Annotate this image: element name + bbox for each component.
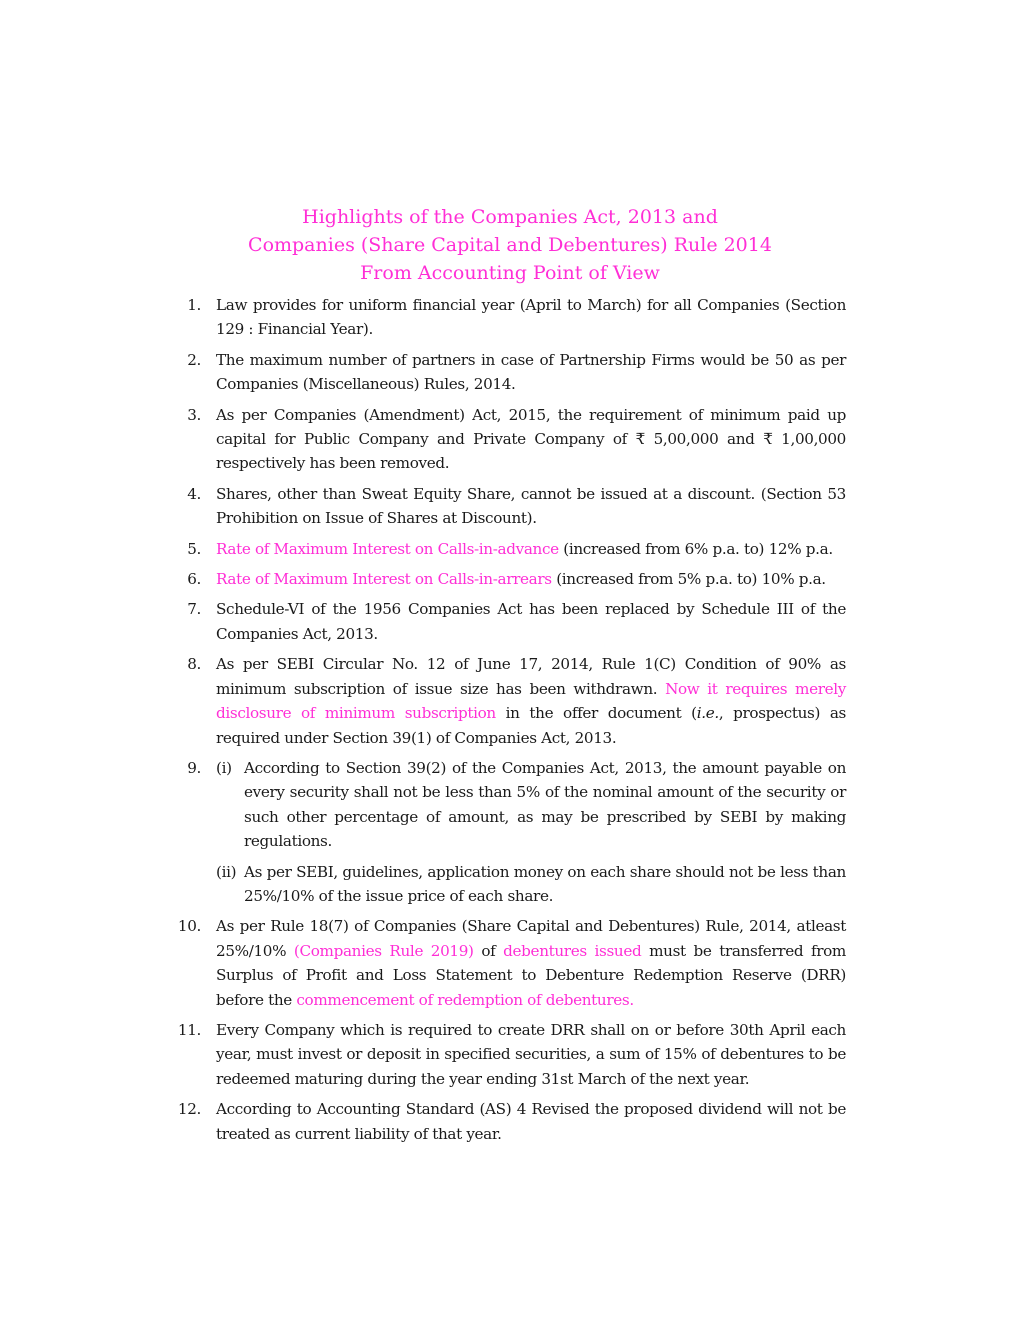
title-line-1: Highlights of the Companies Act, 2013 and	[302, 206, 718, 228]
item-number: 3.	[187, 405, 201, 424]
sub-item-ii	[216, 860, 846, 909]
item-number: 11.	[177, 1020, 201, 1039]
item-text: , prospectus) as required under Section 39(1) of Companies Act, 2013.	[216, 704, 846, 747]
item-text: Every Company which is required to create DRR shall on or before 30th April each year, must invest or deposit in specified securities, a sum of 15% of debentures to be redeemed maturing during the year ending 31st March of the next year.	[216, 1020, 846, 1088]
item-text: (increased from 6% p.a. to) 12% p.a.	[558, 539, 833, 558]
item-text: As per Companies (Amendment) Act, 2015, the requirement of minimum paid up capital for Public Company and Private Company of ₹ 5,00,000 and ₹ 1,00,000 respectively has been removed.	[216, 405, 846, 473]
title-line-3: From Accounting Point of View	[360, 262, 660, 284]
item-number: 5.	[187, 539, 201, 558]
highlighted-text: (Companies Rule 2019)	[293, 941, 474, 960]
list-item-8	[170, 652, 846, 750]
item-text: Schedule-VI of the 1956 Companies Act has been replaced by Schedule III of the Companies Act, 2013.	[216, 600, 846, 643]
list-item-4	[170, 482, 846, 531]
list-item-2	[170, 348, 846, 397]
sub-item-number: (ii)	[216, 862, 237, 881]
sub-item-i	[216, 756, 846, 854]
sub-item-number: (i)	[216, 758, 232, 777]
item-number: 4.	[187, 484, 201, 503]
item-number: 1.	[187, 296, 201, 314]
title-line-2: Companies (Share Capital and Debentures) Rule 2014	[248, 234, 772, 256]
list-item-1	[170, 293, 846, 342]
highlighted-text: Rate of Maximum Interest on Calls-in-arrears	[216, 570, 552, 589]
sub-item-text: As per SEBI, guidelines, application money on each share should not be less than 25%/10% of the issue price of each share.	[244, 862, 846, 905]
item-text: According to Accounting Standard (AS) 4 Revised the proposed dividend will not be treated as current liability of that year.	[216, 1100, 846, 1143]
list-item-3	[170, 403, 846, 476]
item-number: 7.	[187, 600, 201, 619]
item-text: As per SEBI Circular No. 12 of June 17, 2014, Rule 1(C) Condition of 90% as minimum subscription of issue size has been withdrawn.	[216, 655, 846, 698]
item-number: 6.	[187, 570, 201, 589]
list-item-9	[170, 756, 846, 908]
item-text: Law provides for uniform financial year (April to March) for all Companies (Section 129 : Financial Year).	[216, 296, 846, 339]
highlighted-text: commencement of redemption of debentures.	[296, 990, 634, 1009]
item-text: (increased from 5% p.a. to) 10% p.a.	[551, 570, 826, 589]
item-number: 8.	[187, 655, 201, 674]
list-item-5	[170, 537, 846, 561]
list-item-11	[170, 1018, 846, 1091]
highlighted-text: Now it requires merely disclosure of minimum subscription	[216, 679, 846, 723]
item-text: As per Rule 18(7) of Companies (Share Capital and Debentures) Rule, 2014, atleast 25%/10%	[216, 917, 846, 960]
item-text: Shares, other than Sweat Equity Share, cannot be issued at a discount. (Section 53 Prohibition on Issue of Shares at Discount).	[216, 484, 846, 528]
item-text: of	[473, 941, 504, 960]
sub-item-text: According to Section 39(2) of the Companies Act, 2013, the amount payable on every security shall not be less than 5% of the nominal amount of the security or such other percentage of amount, as may be prescribed by SEBI by making regulations.	[244, 758, 846, 851]
list-item-7	[170, 597, 846, 646]
document-title	[0, 203, 1020, 287]
list-item-10	[170, 914, 846, 1012]
item-number: 12.	[177, 1100, 201, 1119]
item-text: in the offer document (	[495, 704, 697, 723]
item-number: 10.	[177, 917, 201, 936]
list-item-12	[170, 1097, 846, 1146]
highlighted-text: Rate of Maximum Interest on Calls-in-advance	[216, 539, 559, 558]
highlights-list	[170, 293, 846, 1152]
item-text: The maximum number of partners in case of Partnership Firms would be 50 as per Companies (Miscellaneous) Rules, 2014.	[216, 350, 846, 394]
item-text: must be transferred from Surplus of Profit and Loss Statement to Debenture Redemption Reserve (DRR) before the	[216, 941, 846, 1009]
list-item-6	[170, 567, 846, 591]
item-number: 9.	[187, 758, 201, 777]
highlighted-text: debentures issued	[503, 941, 642, 960]
item-number: 2.	[187, 350, 201, 369]
italic-text: i.e.	[696, 704, 719, 723]
